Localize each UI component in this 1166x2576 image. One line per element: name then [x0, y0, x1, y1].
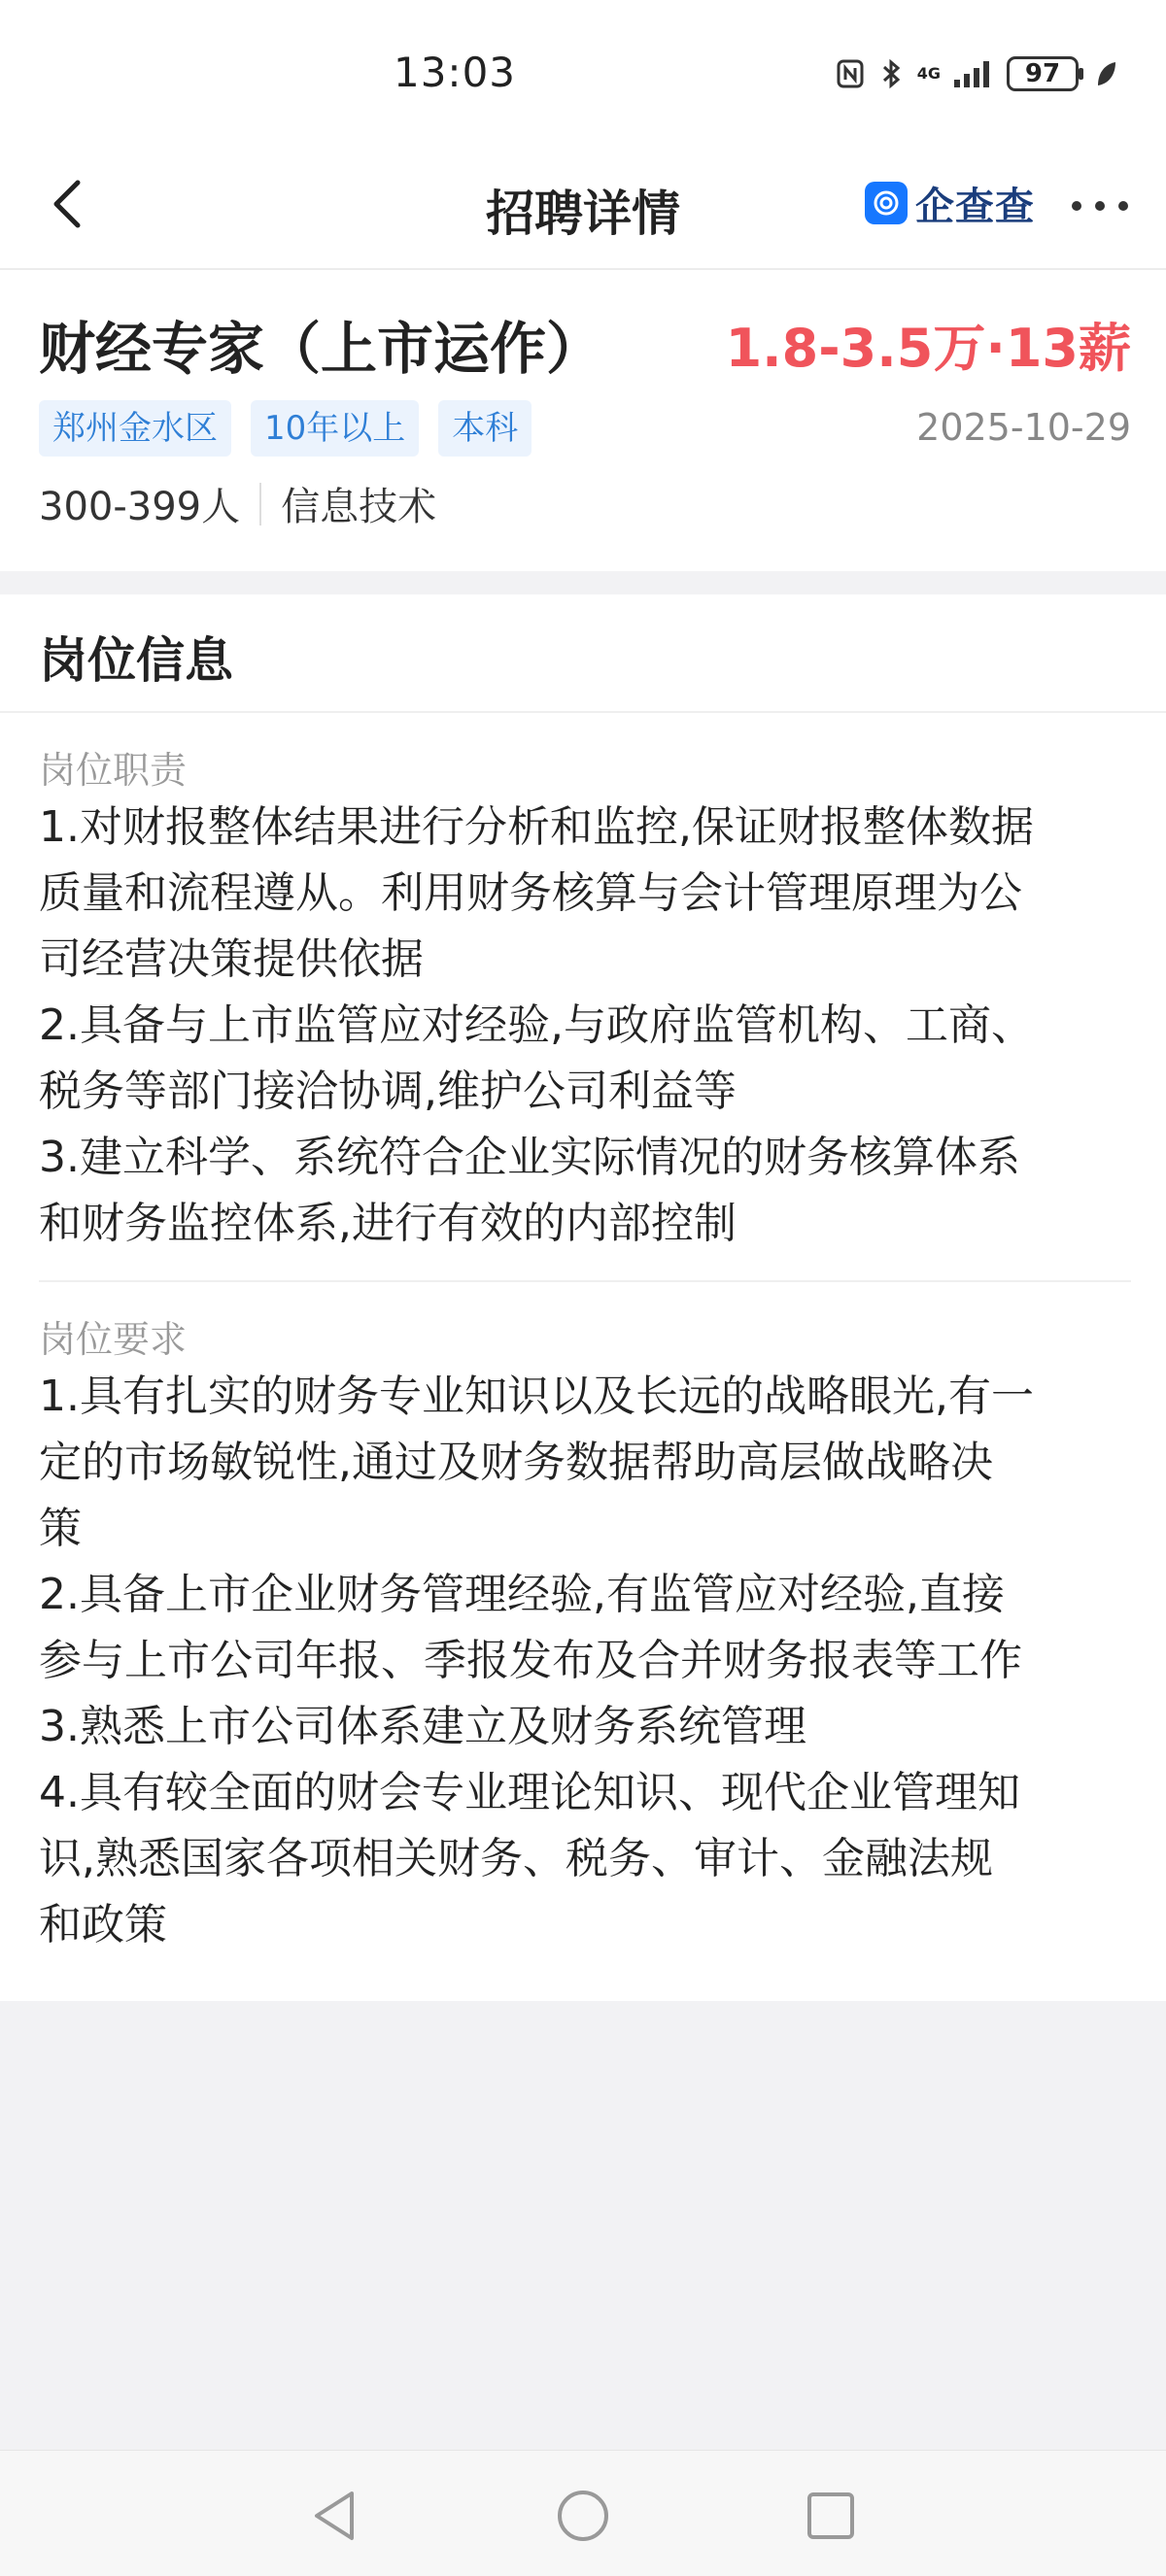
- duties-line: 3.建立科学、系统符合企业实际情况的财务核算体系: [39, 1133, 1020, 1182]
- meta-separator: [259, 483, 261, 525]
- job-salary: 1.8-3.5万·13薪: [725, 318, 1131, 379]
- requirements-line: 2.具备上市企业财务管理经验,有监管应对经验,直接: [39, 1570, 1005, 1619]
- requirements-line: 1.具有扎实的财务专业知识以及长远的战略眼光,有一: [39, 1372, 1034, 1421]
- requirements-line: 和政策: [39, 1900, 167, 1949]
- job-summary-card: [0, 270, 1166, 571]
- duties-line: 质量和流程遵从。利用财务核算与会计管理原理为公: [39, 868, 1022, 918]
- requirements-line: 3.熟悉上市公司体系建立及财务系统管理: [39, 1702, 806, 1751]
- divider: [39, 1280, 1131, 1282]
- company-size: 300-399人: [39, 485, 241, 529]
- position-info-card: [0, 594, 1166, 2001]
- brand-link[interactable]: [865, 175, 1035, 231]
- square-recent-icon[interactable]: [797, 2482, 865, 2550]
- signal-icon: [952, 58, 995, 89]
- requirements-line: 定的市场敏锐性,通过及财务数据帮助高层做战略决: [39, 1438, 993, 1487]
- duties-line: 税务等部门接洽协调,维护公司利益等: [39, 1067, 737, 1116]
- requirements-line: 参与上市公司年报、季报发布及合并财务报表等工作: [39, 1636, 1022, 1685]
- duties-line: 2.具备与上市监管应对经验,与政府监管机构、工商、: [39, 1000, 1034, 1050]
- nfc-icon: [836, 58, 865, 89]
- more-dots-icon[interactable]: [1069, 196, 1131, 216]
- divider: [0, 711, 1166, 713]
- job-title: 财经专家（上市运作）: [39, 316, 603, 382]
- duties-line: 1.对财报整体结果进行分析和监控,保证财报整体数据: [39, 802, 1034, 852]
- job-date: 2025-10-29: [916, 406, 1131, 449]
- requirements-line: 4.具有较全面的财会专业理论知识、现代企业管理知: [39, 1768, 1020, 1817]
- tag-education: 本科: [438, 400, 532, 457]
- status-time: 13:03: [393, 49, 517, 96]
- battery-icon: 97: [1007, 56, 1079, 91]
- status-bar: [0, 0, 1166, 146]
- duties-line: 和财务监控体系,进行有效的内部控制: [39, 1199, 737, 1248]
- requirements-line: 策: [39, 1504, 82, 1553]
- tag-experience: 10年以上: [251, 400, 419, 457]
- company-industry: 信息技术: [281, 485, 437, 529]
- company-meta: [39, 476, 436, 531]
- nav-header: [0, 146, 1166, 270]
- status-icons: [836, 56, 1119, 91]
- bluetooth-icon: [876, 58, 906, 89]
- requirements-label: 岗位要求: [39, 1318, 188, 1361]
- triangle-back-icon[interactable]: [301, 2482, 369, 2550]
- brand-logo-icon: [865, 182, 908, 224]
- section-heading: 岗位信息: [39, 632, 233, 689]
- duties-label: 岗位职责: [39, 749, 188, 792]
- requirements-line: 识,熟悉国家各项相关财务、税务、审计、金融法规: [39, 1834, 993, 1883]
- leaf-icon: [1090, 58, 1119, 89]
- job-tags: [39, 400, 532, 457]
- brand-name: 企查查: [915, 184, 1035, 229]
- system-nav-bar: [0, 2450, 1166, 2576]
- duties-line: 司经营决策提供依据: [39, 934, 424, 984]
- network-label: 4G: [916, 64, 941, 83]
- circle-home-icon[interactable]: [549, 2482, 617, 2550]
- duties-text: [39, 795, 1131, 1257]
- requirements-text: [39, 1364, 1131, 1958]
- tag-location: 郑州金水区: [39, 400, 231, 457]
- page-title: 招聘详情: [486, 186, 680, 242]
